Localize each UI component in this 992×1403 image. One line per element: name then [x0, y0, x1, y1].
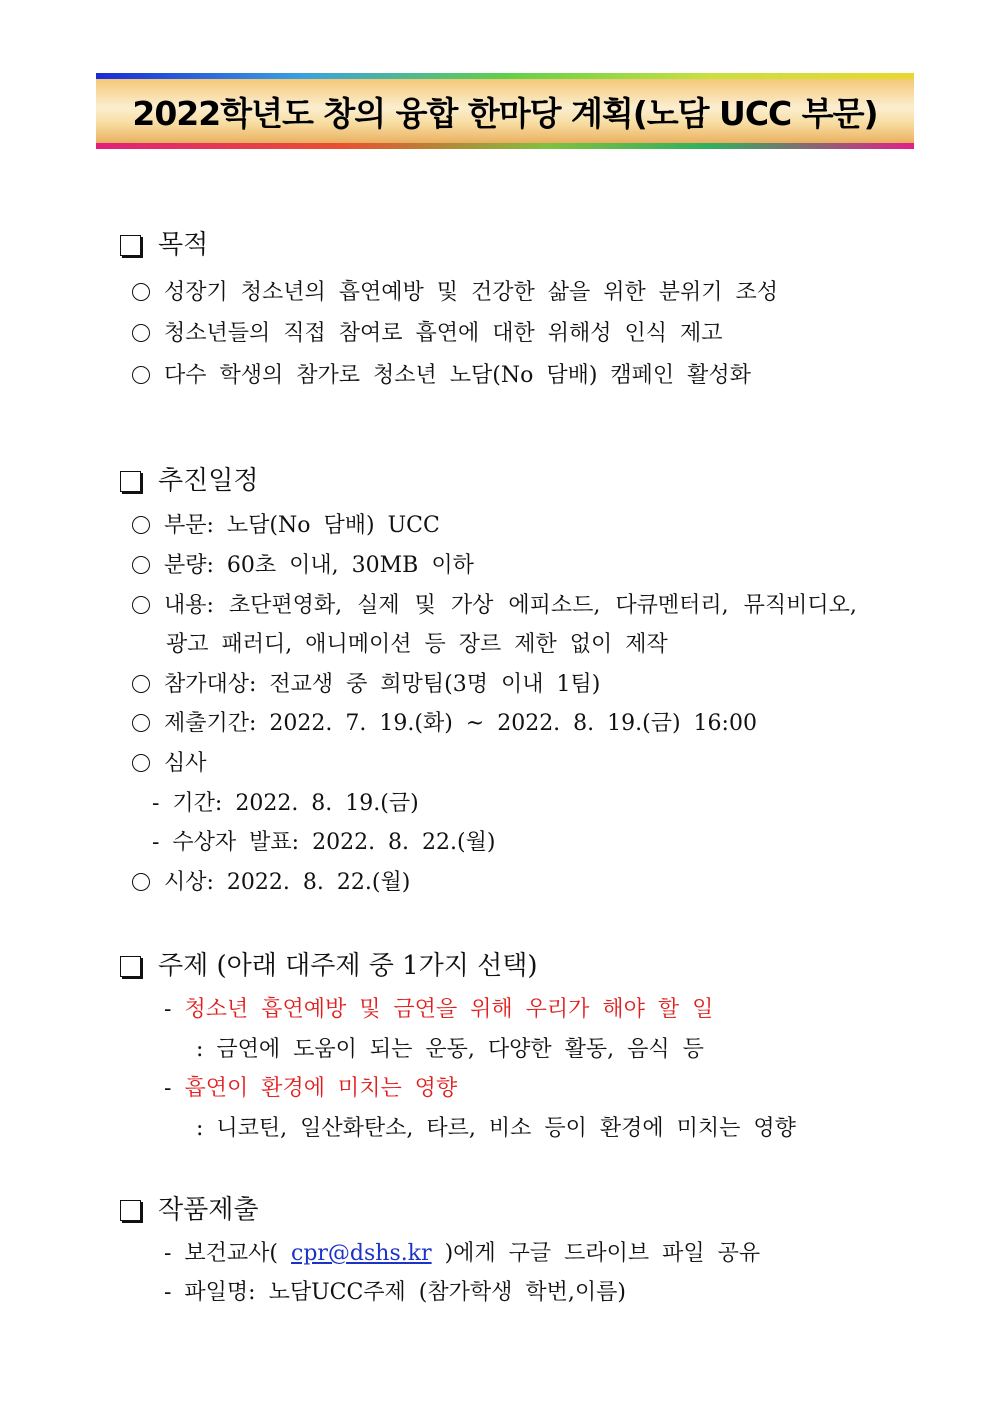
circle-bullet-icon [132, 754, 150, 772]
email-link[interactable]: cpr@dshs.kr [291, 1241, 432, 1266]
section-heading-purpose [120, 230, 208, 260]
list-item: 성장기 청소년의 흡연예방 및 건강한 삶을 위한 분위기 조성 [132, 279, 778, 307]
list-item: 분량: 60초 이내, 30MB 이하 [132, 552, 474, 580]
topic-title: 청소년 흡연예방 및 금연을 위해 우리가 해야 할 일 [184, 997, 714, 1022]
sub-list-item: - 수상자 발표: 2022. 8. 22.(월) [152, 830, 496, 855]
section-heading-schedule [120, 466, 258, 496]
topic-description: : 니코틴, 일산화탄소, 타르, 비소 등이 환경에 미치는 영향 [196, 1116, 796, 1141]
circle-bullet-icon [132, 596, 150, 614]
topic-title: 흡연이 환경에 미치는 영향 [184, 1076, 458, 1101]
topic-description: : 금연에 도움이 되는 운동, 다양한 활동, 음식 등 [196, 1037, 704, 1062]
checkbox-icon [120, 1200, 141, 1221]
list-item: 참가대상: 전교생 중 희망팀(3명 이내 1팀) [132, 671, 600, 699]
section-heading-submission [120, 1195, 258, 1225]
circle-bullet-icon [132, 283, 150, 301]
list-item: 제출기간: 2022. 7. 19.(화) ~ 2022. 8. 19.(금) 16:00 [132, 710, 757, 738]
circle-bullet-icon [132, 675, 150, 693]
list-item: 심사 [132, 750, 207, 778]
page-title: 2022학년도 창의 융합 한마당 계획(노담 UCC 부문) [132, 93, 878, 133]
section-heading-text: 주제 (아래 대주제 중 1가지 선택) [158, 951, 538, 981]
sub-list-item: - 기간: 2022. 8. 19.(금) [152, 791, 419, 816]
title-bottom-bar [96, 143, 914, 149]
checkbox-icon [120, 235, 141, 256]
circle-bullet-icon [132, 366, 150, 384]
title-banner [96, 73, 914, 149]
list-item: 부문: 노담(No 담배) UCC [132, 512, 440, 540]
circle-bullet-icon [132, 556, 150, 574]
checkbox-icon [120, 956, 141, 977]
title-fill [96, 79, 914, 143]
list-item: 청소년들의 직접 참여로 흡연에 대한 위해성 인식 제고 [132, 320, 723, 348]
topic-item: - 흡연이 환경에 미치는 영향 [164, 1076, 458, 1101]
section-heading-text: 작품제출 [158, 1195, 259, 1225]
list-item: 시상: 2022. 8. 22.(월) [132, 869, 410, 897]
checkbox-icon [120, 471, 141, 492]
circle-bullet-icon [132, 516, 150, 534]
submission-item: - 보건교사( cpr@dshs.kr )에게 구글 드라이브 파일 공유 [164, 1241, 761, 1266]
circle-bullet-icon [132, 714, 150, 732]
list-item-continuation: 광고 패러디, 애니메이션 등 장르 제한 없이 제작 [166, 632, 668, 657]
circle-bullet-icon [132, 873, 150, 891]
topic-item: - 청소년 흡연예방 및 금연을 위해 우리가 해야 할 일 [164, 997, 714, 1022]
section-heading-text: 추진일정 [158, 466, 259, 496]
section-heading-topic [120, 951, 538, 981]
circle-bullet-icon [132, 324, 150, 342]
list-item: 다수 학생의 참가로 청소년 노담(No 담배) 캠페인 활성화 [132, 362, 751, 390]
list-item: 내용: 초단편영화, 실제 및 가상 에피소드, 다큐멘터리, 뮤직비디오, [132, 592, 857, 620]
submission-item: - 파일명: 노담UCC주제 (참가학생 학번,이름) [164, 1280, 626, 1305]
section-heading-text: 목적 [158, 230, 209, 260]
